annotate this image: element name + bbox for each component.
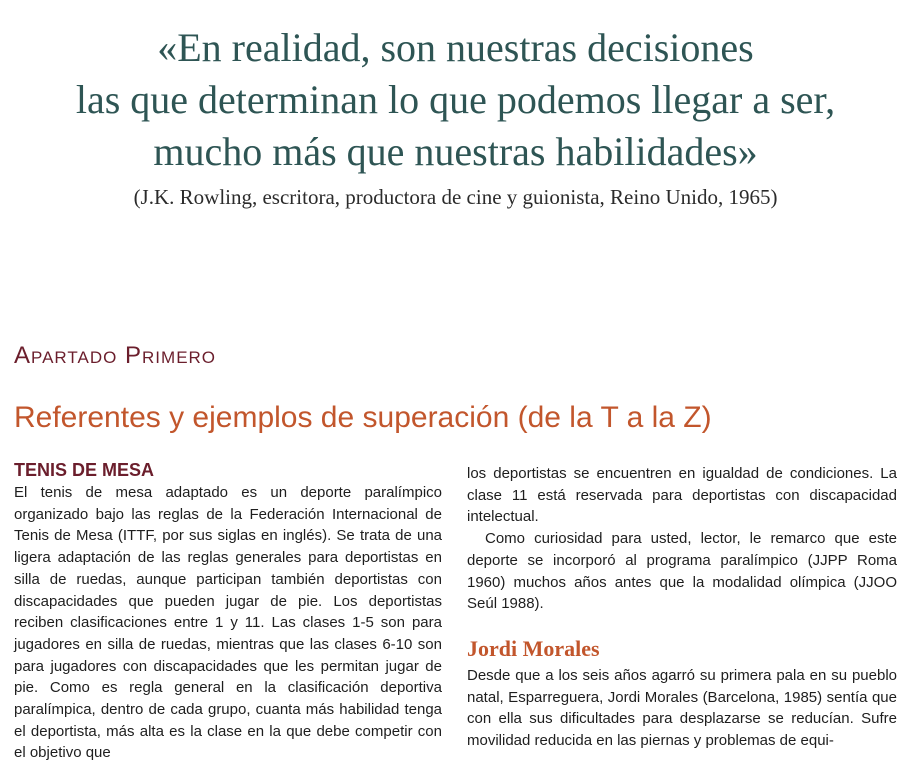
body-paragraph: Como curiosidad para usted, lector, le remarco que este deporte se incorporó al programa paralímpico (JJPP Roma 1960) muchos años antes que la modalidad olímpica (JJOO Seúl 1988).: [467, 530, 897, 613]
section-label: Apartado Primero: [14, 342, 217, 369]
person-heading: Jordi Morales: [467, 635, 600, 661]
epigraph-quote: [0, 22, 911, 178]
quote-line: mucho más que nuestras habilidades»: [153, 129, 758, 174]
quote-attribution: (J.K. Rowling, escritora, productora de cine y guionista, Reino Unido, 1965): [133, 185, 778, 209]
section-title: Referentes y ejemplos de superación (de la T a la Z): [14, 401, 712, 434]
left-column: [14, 458, 442, 764]
article-subheading: TENIS DE MESA: [14, 460, 155, 480]
body-paragraph: los deportistas se encuentren en igualdad de condiciones. La clase 11 está reservada para deportistas con discapacidad intelectual.: [467, 465, 897, 526]
body-paragraph: Desde que a los seis años agarró su primera pala en su pueblo natal, Esparreguera, Jordi Morales (Barcelona, 1985) sentía que con ella sus dificultades para desplazarse se reducían. Sufre movilidad reducida en las piernas y problemas de equi-: [467, 666, 897, 750]
quote-line: las que determinan lo que podemos llegar a ser,: [75, 77, 836, 122]
right-column: [467, 463, 897, 752]
body-paragraph: El tenis de mesa adaptado es un deporte paralímpico organizado bajo las reglas de la Federación Internacional de Tenis de Mesa (ITTF, por sus siglas en inglés). Se trata de una ligera adaptación de las reglas generales para deportistas en silla de ruedas, aunque participan también deportistas con discapacidades que pueden jugar de pie. Los deportistas reciben clasificaciones entre 1 y 11. Las clases 1-5 son para jugadores en silla de ruedas, mientras que las clases 6-10 son para jugadores con discapacidades que les permitan jugar de pie. Como es regla general en la clasificación deportiva paralímpica, dentro de cada grupo, cuanta más habilidad tenga el deportista, más alta es la clase en la que debe competir con el objetivo que: [14, 484, 442, 762]
quote-line: «En realidad, son nuestras decisiones: [157, 25, 754, 70]
